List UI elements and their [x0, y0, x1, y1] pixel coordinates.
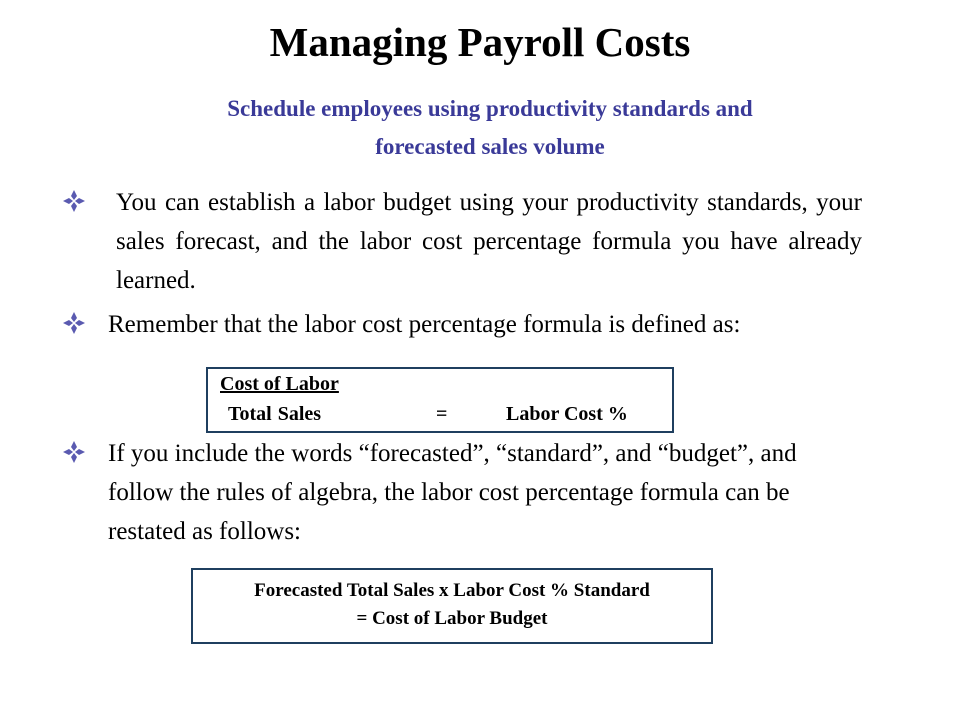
budget-formula-line-1: Forecasted Total Sales x Labor Cost % Standard: [254, 580, 650, 601]
bullet-item-2: [62, 305, 882, 344]
slide-subtitle: [80, 90, 900, 166]
slide-title: Managing Payroll Costs: [269, 19, 691, 65]
bullet-text-1: You can establish a labor budget using your productivity standards, your sales forecast, and the labor cost percentage formula you have already learned.: [116, 189, 862, 294]
bullet-item-1: [62, 183, 862, 300]
diamond-bullet-icon: [62, 440, 86, 464]
formula-denominator: Total Sales: [228, 403, 322, 425]
formula-equals: =: [436, 403, 448, 425]
labor-cost-formula-box: [206, 367, 674, 433]
subtitle-line-2: forecasted sales volume: [375, 134, 605, 159]
bullet-item-3: [62, 434, 842, 551]
diamond-bullet-icon: [62, 311, 86, 335]
bullet-text-2: Remember that the labor cost percentage formula is defined as:: [108, 311, 741, 338]
labor-budget-formula-box: [191, 568, 713, 644]
budget-formula-line-2: = Cost of Labor Budget: [356, 608, 548, 629]
formula-result: Labor Cost %: [506, 403, 628, 425]
bullet-text-3: If you include the words “forecasted”, “standard”, and “budget”, and follow the rules of algebra, the labor cost percentage formula can be restated as follows:: [108, 440, 797, 545]
formula-numerator: Cost of Labor: [220, 373, 339, 395]
diamond-bullet-icon: [62, 189, 86, 213]
subtitle-line-1: Schedule employees using productivity standards and: [227, 96, 753, 121]
